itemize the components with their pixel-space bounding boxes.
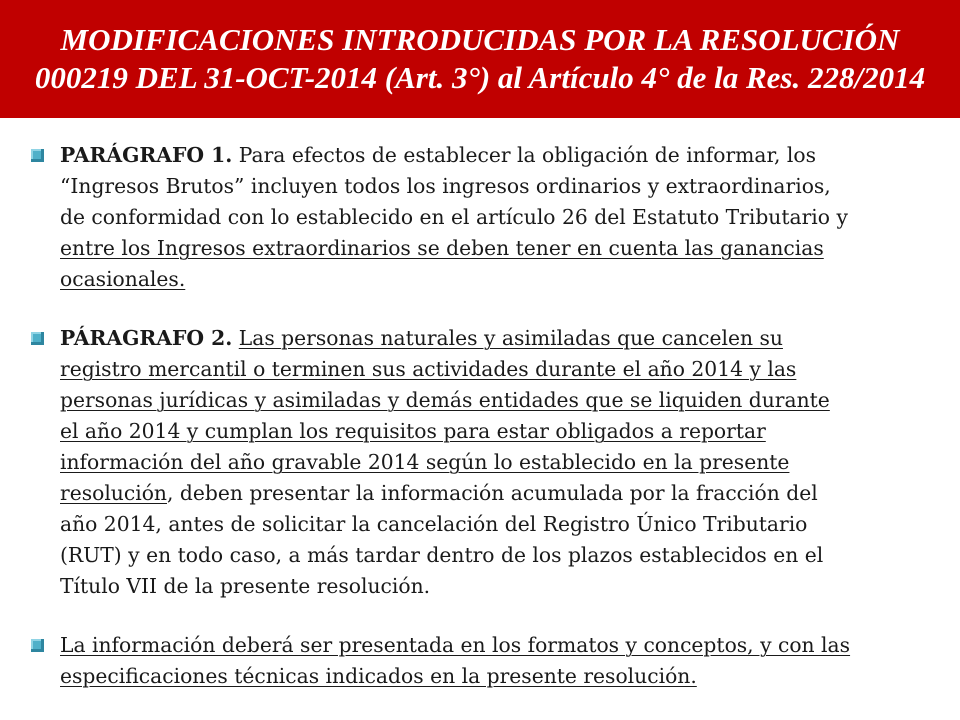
bullet-3-line-2-wrap: [60, 661, 938, 692]
bullet-2-line-3-wrap: [60, 385, 938, 416]
bullet-1-line-4: entre los Ingresos extraordinarios se deben tener en cuenta las ganancias: [60, 236, 824, 260]
bullet-1-line-5: ocasionales.: [60, 267, 186, 291]
bullet-2-line-5-wrap: [60, 447, 938, 478]
slide-body: [28, 140, 938, 692]
title-bar: [0, 0, 960, 118]
bullet-1-lead: PARÁGRAFO 1.: [60, 143, 233, 167]
bullet-1-line-3: de conformidad con lo establecido en el artículo 26 del Estatuto Tributario y: [60, 205, 848, 229]
slide-title-line-2: 000219 DEL 31-OCT-2014 (Art. 3°) al Artículo 4° de la Res. 228/2014: [34, 60, 926, 95]
square-bullet-icon: [31, 332, 44, 345]
bullet-2-line-3: personas jurídicas y asimiladas y demás entidades que se liquiden durante: [60, 388, 830, 412]
bullet-2-line-6-text: , deben presentar la información acumulada por la fracción del: [166, 481, 818, 505]
bullet-2-line-1-text: Las personas naturales y asimiladas que cancelen su: [238, 326, 783, 350]
square-bullet-icon: [31, 149, 44, 162]
bullet-2-lead: PÁRAGRAFO 2.: [60, 326, 233, 350]
bullet-informacion: [28, 630, 938, 692]
bullet-2-line-5: información del año gravable 2014 según lo establecido en la presente: [60, 450, 790, 474]
bullet-1-line-2: “Ingresos Brutos” incluyen todos los ingresos ordinarios y extraordinarios,: [60, 174, 831, 198]
bullet-2-line-9: Título VII de la presente resolución.: [60, 574, 431, 598]
bullet-1-line-1: [60, 140, 938, 171]
bullet-paragrafo-2: [28, 323, 938, 602]
square-bullet-icon: [31, 639, 44, 652]
bullet-2-line-1: [60, 323, 938, 354]
bullet-3-line-2: especificaciones técnicas indicados en la presente resolución.: [60, 664, 697, 688]
bullet-2-line-8: (RUT) y en todo caso, a más tardar dentro de los plazos establecidos en el: [60, 543, 824, 567]
bullet-3-line-1-wrap: [60, 630, 938, 661]
bullet-paragrafo-1: [28, 140, 938, 295]
bullet-2-line-2-wrap: [60, 354, 938, 385]
bullet-3-line-1: La información deberá ser presentada en los formatos y conceptos, y con las: [60, 633, 851, 657]
bullet-2-line-4-wrap: [60, 416, 938, 447]
bullet-2-line-6-underlined: resolución: [60, 481, 167, 505]
bullet-1-line-1-text: Para efectos de establecer la obligación de informar, los: [232, 143, 816, 167]
bullet-2-line-7: año 2014, antes de solicitar la cancelación del Registro Único Tributario: [60, 512, 808, 536]
bullet-2-line-2: registro mercantil o terminen sus actividades durante el año 2014 y las: [60, 357, 797, 381]
bullet-2-line-4: el año 2014 y cumplan los requisitos para estar obligados a reportar: [60, 419, 766, 443]
slide-title-line-1: MODIFICACIONES INTRODUCIDAS POR LA RESOLUCIÓN: [60, 22, 900, 57]
bullet-2-line-6: [60, 478, 938, 509]
